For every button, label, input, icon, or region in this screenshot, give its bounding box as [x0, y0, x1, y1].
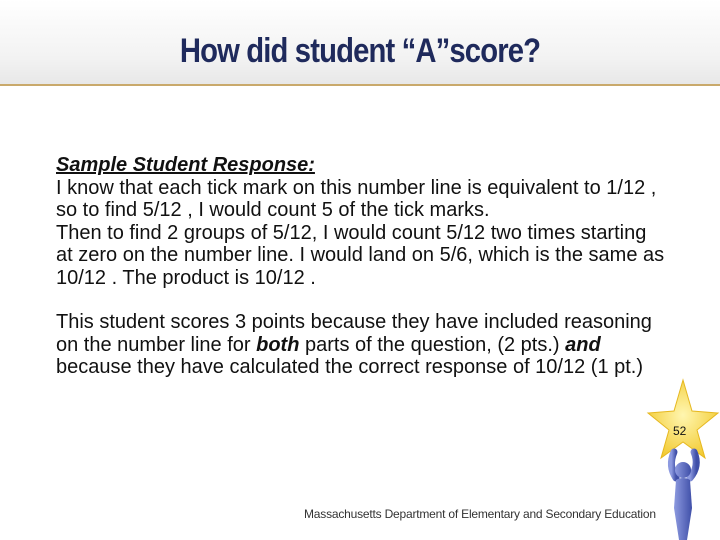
page-number: 52	[673, 424, 687, 438]
star-shape	[648, 380, 718, 458]
scoring-text-1: This student scores 3 points because they have included reasoning on the number line for	[56, 311, 652, 356]
star-holding-figure-icon	[646, 378, 720, 540]
response-line-2: Then to find 2 groups of 5/12, I would count 5/12 two times starting at zero on the number line. I would land on 5/6, which is the same as 10/12 . The product is 10/12 .	[56, 221, 665, 289]
scoring-emphasis-both: both	[256, 333, 300, 356]
footer-text: Massachusetts Department of Elementary and Secondary Education	[304, 507, 656, 521]
response-heading: Sample Student Response:	[56, 154, 315, 176]
title-divider	[0, 84, 720, 86]
figure-head	[675, 462, 691, 478]
scoring-text-3: because they have calculated the correct response of 10/12 (1 pt.)	[56, 356, 644, 378]
figure-right-arm	[690, 452, 696, 478]
response-line-1: I know that each tick mark on this number line is equivalent to 1/12 , so to find 5/12 , I would count 5 of the tick marks.	[56, 176, 657, 221]
figure-left-arm	[671, 452, 676, 478]
figure-body	[674, 478, 692, 540]
slide-title: How did student “A”score?	[179, 32, 541, 70]
slide-body	[56, 154, 668, 379]
scoring-emphasis-and: and	[565, 333, 601, 356]
student-response	[56, 154, 668, 289]
scoring-text-2: parts of the question, (2 pts.)	[299, 333, 566, 356]
scoring-explanation	[56, 311, 668, 379]
